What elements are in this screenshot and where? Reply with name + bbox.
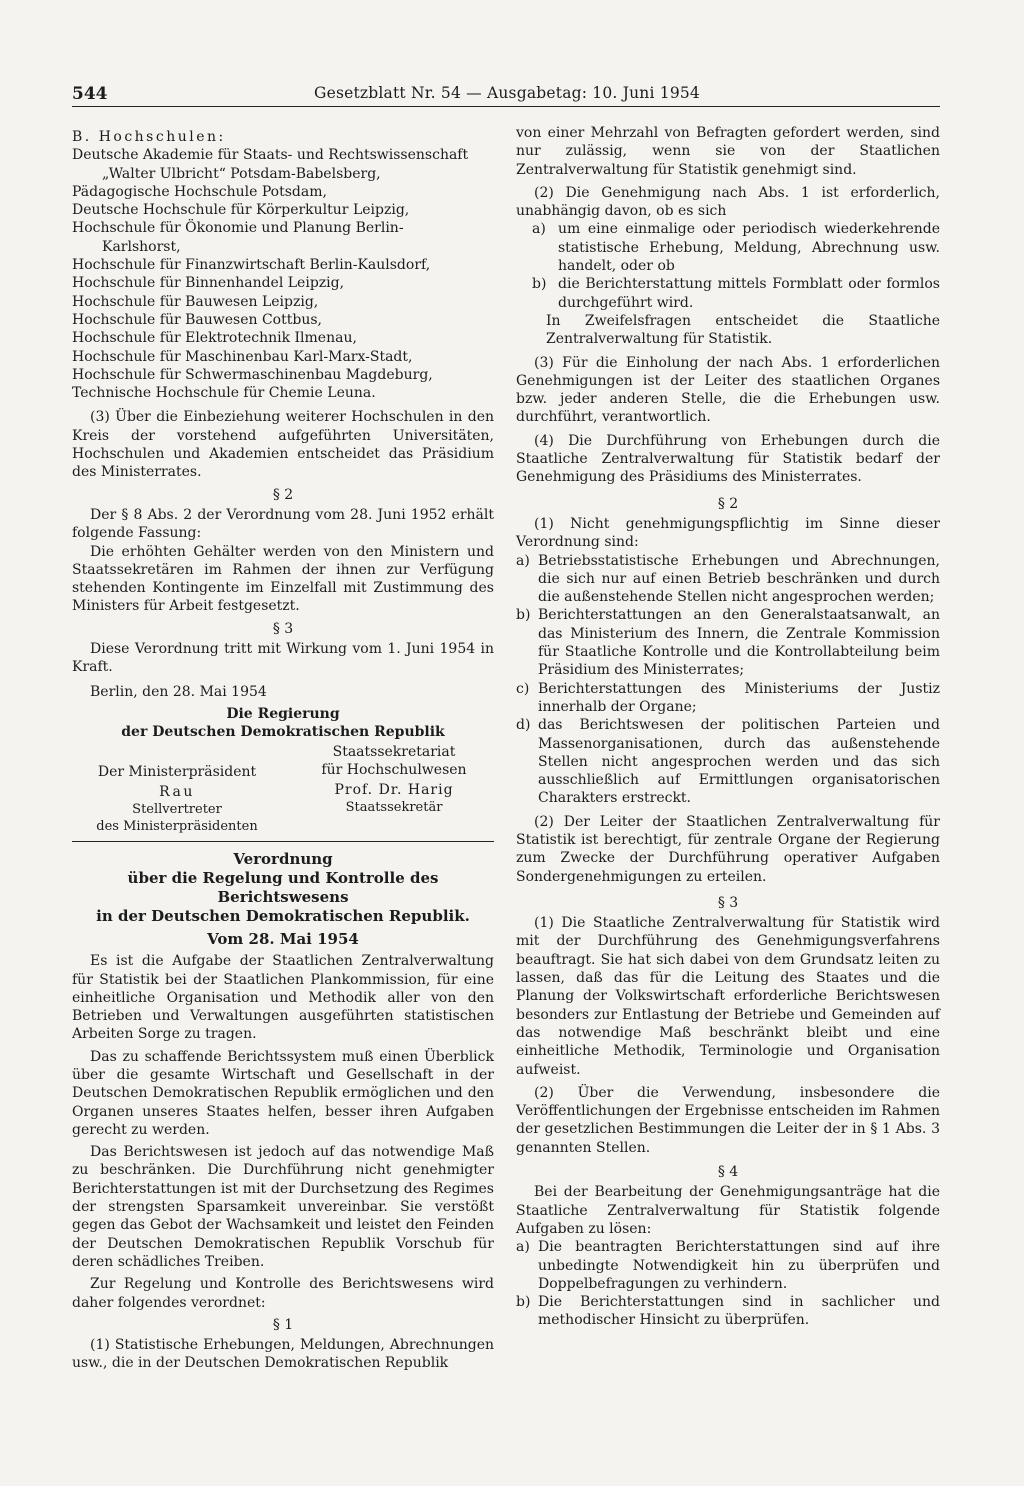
- list-item: [516, 552, 940, 607]
- ordinance-title: über die Regelung und Kontrolle des Berichtswesens: [127, 868, 439, 906]
- paragraph: (3) Für die Einholung der nach Abs. 1 erforderlichen Genehmigungen ist der Leiter des staatlichen Organes bzw. jeder anderen Stelle, die die Erhebungen usw. durchführt, verantwortlich.: [516, 354, 940, 426]
- left-column: [72, 128, 494, 1373]
- place-date: Berlin, den 28. Mai 1954: [90, 683, 267, 700]
- paragraph: (1) Nicht genehmigungspflichtig im Sinne dieser Verordnung sind:: [516, 515, 940, 551]
- paragraph: Die erhöhten Gehälter werden von den Ministern und Staatssekretären im Rahmen der ihnen zur Verfügung stehenden Kontingente im Einzelfall mit Zustimmung des Ministers für Arbeit festgesetzt.: [72, 543, 494, 615]
- signatory-right-office: Staatssekretariat: [332, 743, 456, 760]
- section-heading: § 3: [717, 894, 739, 911]
- paragraph: Der § 8 Abs. 2 der Verordnung vom 28. Juni 1952 erhält folgende Fassung:: [72, 506, 494, 542]
- separator-rule: [72, 841, 494, 842]
- list-label: d): [516, 717, 531, 734]
- school-item: Hochschule für Maschinenbau Karl-Marx-Stadt,: [72, 348, 413, 365]
- list-item: [516, 275, 940, 312]
- school-item: Hochschule für Finanzwirtschaft Berlin-Kaulsdorf,: [72, 257, 431, 274]
- list-text: Berichterstattungen an den Generalstaatsanwalt, an das Ministerium des Innern, die Zentrale Kommission für Staatliche Kontrolle und die Kontrollabteilung beim Präsidium des Ministerrates;: [538, 607, 940, 679]
- school-item: Hochschule für Binnenhandel Leipzig,: [72, 275, 345, 292]
- list-text: Berichterstattungen des Ministeriums der Justiz innerhalb der Organe;: [538, 680, 940, 715]
- school-item: Deutsche Akademie für Staats- und Rechtswissenschaft: [72, 147, 469, 164]
- section-heading: § 2: [272, 486, 294, 503]
- school-item: Hochschule für Bauwesen Leipzig,: [72, 293, 319, 310]
- signatory-right-name: Prof. Dr. Harig: [334, 781, 454, 798]
- paragraph: In Zweifelsfragen entscheidet die Staatliche Zentralverwaltung für Statistik.: [546, 312, 940, 348]
- gazette-title: Gesetzblatt Nr. 54 — Ausgabetag: 10. Juni 1954: [314, 84, 700, 102]
- paragraph: Das Berichtswesen ist jedoch auf das notwendige Maß zu beschränken. Die Durchführung nicht genehmigter Berichterstattungen ist mit der Durchsetzung des Regimes der strengsten Sparsamkeit unvereinbar. Sie verstößt gegen das Gebot der Wachsamkeit und leistet den Feinden der Deutschen Demokratischen Republik Vorschub für deren schädliches Treiben.: [72, 1144, 494, 1270]
- list-text: Die Berichterstattungen sind in sachlicher und methodischer Hinsicht zu überprüfen.: [538, 1294, 940, 1329]
- right-column: [516, 124, 940, 1330]
- school-item: Pädagogische Hochschule Potsdam,: [72, 183, 327, 200]
- school-list: [72, 146, 494, 402]
- page-number: 544: [72, 84, 108, 104]
- section-heading: § 3: [272, 620, 294, 637]
- paragraph: (2) Die Genehmigung nach Abs. 1 ist erforderlich, unabhängig davon, ob es sich: [516, 184, 940, 220]
- header-rule: [72, 106, 940, 107]
- section-heading: § 2: [717, 495, 739, 512]
- signatory-right-office-2: für Hochschulwesen: [321, 761, 467, 778]
- paragraph: (1) Die Staatliche Zentralverwaltung für Statistik wird mit der Durchführung des Genehmigungsverfahrens beauftragt. Sie hat sich dabei von dem Grundsatz leiten zu lassen, daß das für die Leitung des Staates und die Planung der Volkswirtschaft erforderliche Berichtswesen besonders zur Entlastung der Betriebe und Gemeinden auf das notwendige Maß beschränkt bleibt und eine einheitliche Methodik, Terminologie und Organisation aufweist.: [516, 915, 940, 1078]
- paragraph: Diese Verordnung tritt mit Wirkung vom 1. Juni 1954 in Kraft.: [72, 641, 494, 676]
- school-item: „Walter Ulbricht“ Potsdam-Babelsberg,: [102, 165, 381, 182]
- ordinance-date: Vom 28. Mai 1954: [207, 929, 359, 948]
- section-title: B. Hochschulen:: [72, 129, 226, 145]
- list-item: [516, 1293, 940, 1330]
- school-item: Hochschule für Elektrotechnik Ilmenau,: [72, 330, 357, 347]
- list-label: b): [516, 1294, 531, 1311]
- paragraph: (1) Statistische Erhebungen, Meldungen, Abrechnungen usw., die in der Deutschen Demokratischen Republik: [72, 1337, 494, 1372]
- school-item: Karlshorst,: [102, 238, 181, 255]
- government-line-2: der Deutschen Demokratischen Republik: [121, 723, 445, 740]
- page-header: [72, 84, 940, 106]
- list-label: a): [516, 1239, 530, 1256]
- section-heading: § 1: [272, 1316, 294, 1333]
- list-label: a): [532, 221, 546, 238]
- paragraph: Es ist die Aufgabe der Staatlichen Zentralverwaltung für Statistik bei der Staatlichen Plankommission, für eine einheitliche Organisation und Methodik aller von den Betrieben und Verwaltungen ausgeführten statistischen Arbeiten Sorge zu tragen.: [72, 953, 494, 1043]
- paragraph: Zur Regelung und Kontrolle des Berichtswesens wird daher folgendes verordnet:: [72, 1276, 494, 1311]
- list-label: a): [516, 552, 530, 569]
- list-text: um eine einmalige oder periodisch wiederkehrende statistische Erhebung, Meldung, Abrechnung usw. handelt, oder ob: [558, 221, 940, 275]
- list-text: Die beantragten Berichterstattungen sind auf ihre unbedingte Notwendigkeit hin zu überprüfen und Doppelbefragungen zu verhindern.: [538, 1239, 940, 1292]
- section-heading: § 4: [717, 1164, 739, 1181]
- paragraph: Das zu schaffende Berichtssystem muß einen Überblick über die gesamte Wirtschaft und Gesellschaft in der Deutschen Demokratischen Republik ermöglichen und den Organen unseres Staates helfen, besser ihren Aufgaben gerecht zu werden.: [72, 1048, 494, 1138]
- school-item: Hochschule für Bauwesen Cottbus,: [72, 311, 322, 328]
- paragraph: (2) Der Leiter der Staatlichen Zentralverwaltung für Statistik ist berechtigt, für zentrale Organe der Regierung zum Zwecke der Durchführung operativer Aufgaben Sondergenehmigungen zu erteilen.: [516, 813, 940, 885]
- ordinance-title: Verordnung: [233, 849, 333, 868]
- list-item: [516, 220, 940, 275]
- list-label: b): [516, 607, 531, 624]
- signatory-right-role: Staatssekretär: [345, 799, 443, 815]
- school-item: Hochschule für Schwermaschinenbau Magdeburg,: [72, 366, 433, 383]
- signatory-left-name: Rau: [159, 783, 195, 800]
- government-line-1: Die Regierung: [226, 705, 340, 722]
- school-item: Hochschule für Ökonomie und Planung Berlin-: [72, 220, 404, 237]
- list-label: b): [532, 276, 547, 293]
- list-text: Betriebsstatistische Erhebungen und Abrechnungen, die sich nur auf einen Betrieb beschränken und durch die außenstehende Stellen nicht angesprochen werden;: [538, 552, 940, 606]
- list-text: die Berichterstattung mittels Formblatt oder formlos durchgeführt wird.: [558, 276, 940, 311]
- ordinance-title: in der Deutschen Demokratischen Republik.: [96, 906, 470, 925]
- paragraph: (3) Über die Einbeziehung weiterer Hochschulen in den Kreis der vorstehend aufgeführten Universitäten, Hochschulen und Akademien entscheidet das Präsidium des Ministerrates.: [72, 409, 494, 481]
- signature-block: [72, 703, 494, 835]
- signatory-left-role-2: des Ministerpräsidenten: [96, 818, 258, 834]
- signatory-left-role: Stellvertreter: [132, 801, 222, 817]
- list-item: [516, 606, 940, 679]
- signatory-left-title: Der Ministerpräsident: [97, 763, 257, 780]
- paragraph: von einer Mehrzahl von Befragten gefordert werden, sind nur zulässig, wenn sie von der Staatlichen Zentralverwaltung für Statistik genehmigt sind.: [516, 125, 940, 178]
- school-item: Deutsche Hochschule für Körperkultur Leipzig,: [72, 202, 410, 219]
- list-text: das Berichtswesen der politischen Parteien und Massenorganisationen, durch das außenstehende Stellen nicht angesprochen werden und das sich ausschließlich auf Ermittlungen organisatorischen Charakters erstreckt.: [538, 717, 940, 807]
- paragraph: (2) Über die Verwendung, insbesondere die Veröffentlichungen der Ergebnisse entscheiden im Rahmen der gesetzlichen Bestimmungen die Leiter der in § 1 Abs. 3 genannten Stellen.: [516, 1084, 940, 1156]
- list-label: c): [516, 680, 530, 697]
- list-item: [516, 1238, 940, 1293]
- school-item: Technische Hochschule für Chemie Leuna.: [72, 385, 376, 402]
- list-item: [516, 716, 940, 807]
- list-item: [516, 680, 940, 717]
- paragraph: (4) Die Durchführung von Erhebungen durch die Staatliche Zentralverwaltung für Statistik bedarf der Genehmigung des Präsidiums des Ministerrates.: [516, 432, 940, 486]
- paragraph: Bei der Bearbeitung der Genehmigungsanträge hat die Staatliche Zentralverwaltung für Statistik folgende Aufgaben zu lösen:: [516, 1184, 940, 1237]
